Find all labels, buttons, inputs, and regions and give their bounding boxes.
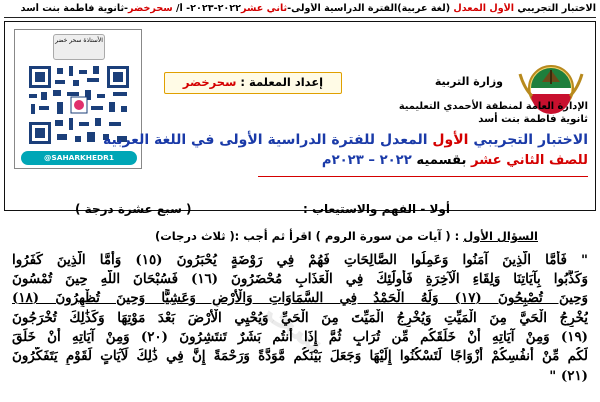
school-name: ثانوية فاطمة بنت أسد	[478, 114, 588, 125]
header-part: -ثانوية فاطمة بنت أسد	[20, 3, 129, 14]
exam-title-part: المعدل	[379, 132, 433, 148]
exam-sub-part: بقسميه	[411, 153, 472, 168]
section-marks: ( سبع عشرة درجة )	[75, 202, 192, 216]
admin-name: الإدارة العامة لمنطقة الأحمدي التعليمية	[398, 101, 588, 112]
verse-line: (٢١) "	[549, 368, 588, 384]
header-part: (لغة عربية)الفترة الدراسية الأولى-	[287, 3, 454, 14]
subtitle-underline	[258, 176, 588, 177]
exam-title-part: الاختبار التجريبي	[468, 132, 588, 148]
header-part: ٢٠٢٢-٢٠٢٣- أ/	[176, 3, 242, 14]
verse-line: " فَأَمَّا الَّذِينَ آمَنُوا وَعَمِلُوا الصَّالِحَاتِ فَهُمْ فِي رَوْضَةٍ يُحْبَرُونَ (١٥) وَأَمَّا الَّذِينَ كَفَرُوا	[12, 252, 588, 268]
verse-line: وَحِينَ تُصْبِحُونَ (١٧) وَلَهُ الْحَمْدُ فِي السَّمَاوَاتِ وَالْأَرْضِ وَعَشِيًّا وَحِينَ تُظْهِرُونَ (١٨)	[12, 290, 588, 306]
ministry-name: وزارة التربية	[434, 75, 503, 88]
academic-year: ٢٠٢٢ – ٢٠٢٣م	[321, 153, 412, 168]
header-rule	[4, 17, 596, 18]
watermark: سحر	[250, 287, 334, 361]
teacher-box	[164, 72, 342, 94]
verse-line: (١٩) وَمِنْ آيَاتِهِ أَنْ خَلَقَكُم مِّن تُرَابٍ ثُمَّ إِذَا أَنتُم بَشَرٌ تَنتَشِرُونَ (٢٠) وَمِنْ آيَاتِهِ أَنْ خَلَقَ	[12, 329, 588, 345]
qr-card[interactable]	[14, 29, 142, 169]
header-part: الاختبار التجريبي	[514, 3, 596, 14]
question-1-heading	[235, 229, 538, 243]
exam-title-part: الأول	[432, 132, 469, 148]
teacher-label: إعداد المعلمة :	[236, 75, 324, 89]
running-header	[4, 3, 596, 15]
social-handle[interactable]: @SAHARKHEDR1	[21, 151, 137, 165]
exam-title	[103, 132, 588, 148]
header-part: سحرخضر	[128, 3, 177, 14]
verse-line: يُخْرِجُ الْحَيَّ مِنَ الْمَيِّتِ وَيُخْرِجُ الْمَيِّتَ مِنَ الْحَيِّ وَيُحْيِي الْأَرْضَ بَعْدَ مَوْتِهَا وَكَذَٰلِكَ تُخْرَجُونَ	[12, 310, 588, 326]
section-title: أولا - الفهم والاستيعاب :	[302, 202, 450, 216]
grade-label: للصف الثاني عشر	[471, 153, 588, 168]
question-1-marks: ( ثلاث درجات)	[155, 229, 235, 243]
qr-caption: الأستاذة سحر خضر	[53, 34, 105, 60]
header-part: ثاني عشر	[241, 3, 288, 14]
exam-subtitle	[322, 153, 588, 168]
question-text: : ( آيات من سورة الروم ) اقرأ ثم أجب :	[234, 229, 464, 243]
exam-title-part: للفترة الدراسية الأولى في اللغة العربية	[103, 132, 380, 148]
teacher-name: سحرخضر	[182, 75, 237, 89]
header-part: الأول المعدل	[453, 3, 515, 14]
verse-line: وَكَذَّبُوا بِآيَاتِنَا وَلِقَاءِ الْآخِرَةِ فَأُولَٰئِكَ فِي الْعَذَابِ مُحْضَرُونَ (١٦) فَسُبْحَانَ اللَّهِ حِينَ تُمْسُونَ	[12, 271, 588, 287]
verse-line: لَكُم مِّنْ أَنفُسِكُمْ أَزْوَاجًا لِّتَسْكُنُوا إِلَيْهَا وَجَعَلَ بَيْنَكُم مَّوَدَّةً وَرَحْمَةً إِنَّ فِي ذَٰلِكَ لَآيَاتٍ لِّقَوْمٍ يَتَفَكَّرُونَ	[12, 348, 588, 364]
question-label: السؤال الأول	[463, 229, 538, 243]
